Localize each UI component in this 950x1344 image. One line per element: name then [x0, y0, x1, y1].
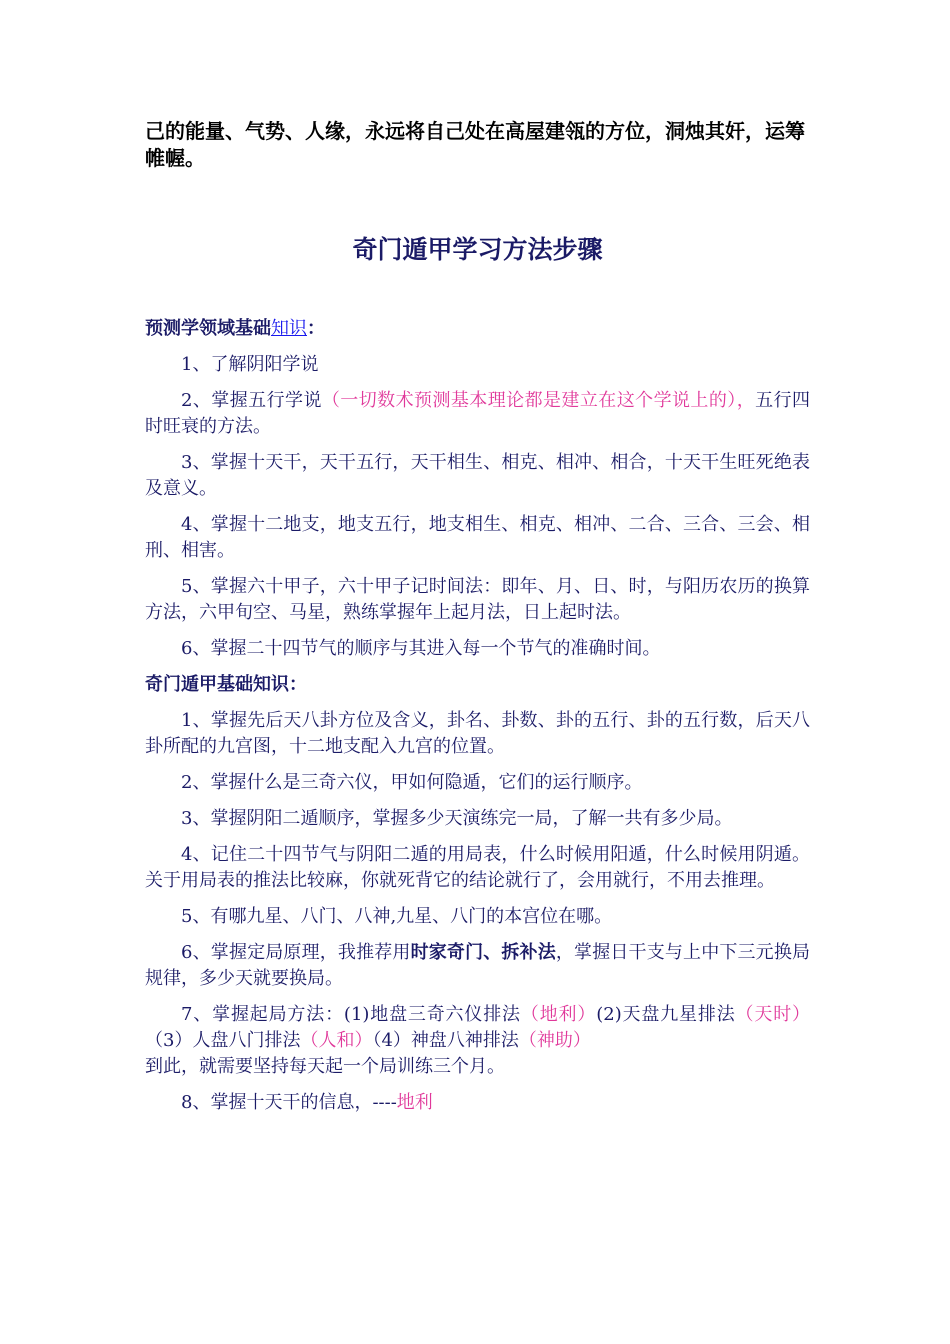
list-item [145, 1002, 810, 1054]
item-text: （3）人盘八门排法 [145, 1030, 301, 1051]
list-item: 4、记住二十四节气与阴阳二遁的用局表，什么时候用阳遁，什么时候用阴遁。关于用局表的推法比较麻，你就死背它的结论就行了，会用就行，不用去推理。 [145, 844, 810, 891]
item-text: 2、掌握五行学说 [181, 390, 322, 411]
knowledge-link[interactable]: 知识 [271, 318, 307, 339]
item-note: 地利 [396, 1092, 433, 1113]
item-text: 五行四时旺衰的方法。 [145, 390, 810, 437]
item-note: （神助） [518, 1030, 591, 1051]
list-item: 5、掌握六十甲子，六十甲子记时间法：即年、月、日、时，与阳历农历的换算方法，六甲旬空、马星，熟练掌握年上起月法，日上起时法。 [145, 576, 810, 623]
section-heading-text: 预测学领域基础 [145, 318, 271, 339]
section-heading-qimen: 奇门遁甲基础知识： [145, 674, 307, 695]
list-item: 4、掌握十二地支，地支五行，地支相生、相克、相冲、二合、三合、三会、相刑、相害。 [145, 514, 810, 561]
page-title: 奇门遁甲学习方法步骤 [352, 235, 603, 264]
item-note: （人和） [300, 1030, 373, 1051]
list-item: 3、掌握十天干，天干五行，天干相生、相克、相冲、相合，十天干生旺死绝表及意义。 [145, 452, 810, 499]
intro-paragraph: 己的能量、气势、人缘，永远将自己处在高屋建瓴的方位，洞烛其奸，运筹帷幄。 [145, 119, 805, 170]
list-item: 1、了解阴阳学说 [181, 354, 319, 375]
list-item-continuation: 到此，就需要坚持每天起一个局训练三个月。 [145, 1056, 505, 1077]
document-page [145, 118, 810, 1116]
list-item: 6、掌握二十四节气的顺序与其进入每一个节气的准确时间。 [181, 638, 661, 659]
item-note: （地利） [520, 1004, 597, 1025]
list-item [145, 388, 810, 440]
list-item: 3、掌握阴阳二遁顺序，掌握多少天演练完一局，了解一共有多少局。 [181, 808, 733, 829]
item-emphasis: 时家奇门、拆补法 [410, 942, 556, 963]
item-text: 7、掌握起局方法：(1)地盘三奇六仪排法 [181, 1004, 521, 1025]
list-item [145, 1090, 810, 1116]
item-text: 6、掌握定局原理，我推荐用 [181, 942, 411, 963]
section-heading-colon: ： [307, 318, 325, 339]
section-heading-basics [145, 316, 810, 342]
item-text: （4）神盘八神排法 [372, 1030, 519, 1051]
item-note: （天时） [735, 1004, 811, 1025]
item-note: （一切数术预测基本理论都是建立在这个学说上的）， [321, 390, 756, 411]
item-text: 8、掌握十天干的信息，---- [181, 1092, 397, 1113]
item-text: (2)天盘九星排法 [596, 1004, 736, 1025]
list-item: 5、有哪九星、八门、八神,九星、八门的本宫位在哪。 [181, 906, 613, 927]
list-item [145, 940, 810, 992]
item-text: ，掌握日干支与上中下三元换局规律，多少天就要换局。 [145, 942, 811, 989]
list-item: 1、掌握先后天八卦方位及含义，卦名、卦数、卦的五行、卦的五行数，后天八卦所配的九宫图，十二地支配入九宫的位置。 [145, 710, 810, 757]
list-item: 2、掌握什么是三奇六仪，甲如何隐遁，它们的运行顺序。 [181, 772, 643, 793]
